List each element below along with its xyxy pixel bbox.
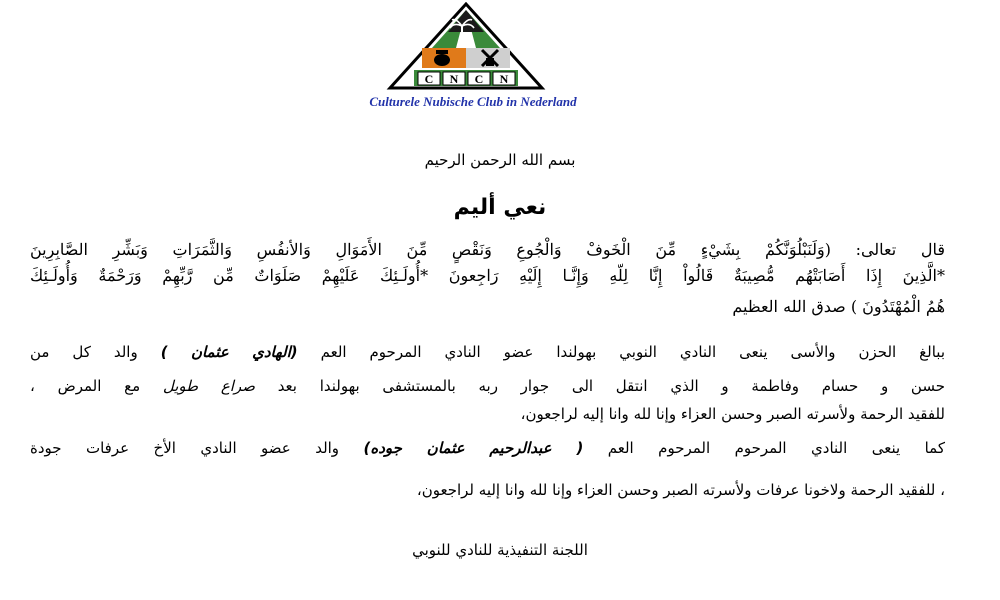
deceased-name-2: ( عبدالرحيم عثمان جوده) <box>363 439 584 457</box>
logo-letter-1: C <box>424 72 434 86</box>
signature: اللجنة التنفيذية للنادي للنوبي <box>412 541 588 559</box>
logo-letter-2: N <box>449 72 459 86</box>
paragraph1-line2 <box>30 376 945 396</box>
basmala: بسم الله الرحمن الرحيم <box>424 151 576 169</box>
p1-line2-before: حسن و حسام وفاطمة و الذي انتقل الى جوار ربه بالمستشفى بهولندا بعد <box>277 377 945 395</box>
p1-line2-after: مع المرض ، <box>30 377 141 395</box>
p1-line1-after: والد كل من <box>30 343 138 361</box>
p2-line1-before: كما ينعى النادي المرحوم المرحوم العم <box>607 439 945 457</box>
paragraph2-line1 <box>30 438 945 458</box>
logo-letter-4: N <box>499 72 509 86</box>
logo-small-text: nubia <box>459 38 473 44</box>
paragraph2-line2: ، للفقيد الرحمة ولاخونا عرفات ولأسرته الصبر وحسن العزاء وإنا لله وانا إليه لراجعون، <box>416 481 945 499</box>
verse-line-2: *الَّذِينَ إِذَا أَصَابَتْهُم مُّصِيبَةٌ قَالُواْ إِنَّا لِلّهِ وَإِنَّـا إِلَيْهِ رَاجِعونَ *أُولَـئِكَ عَلَيْهِمْ صَلَوَاتٌ مِّن رَّبِّهِمْ وَرَحْمَةٌ وَأُولَـئِكَ <box>30 266 945 285</box>
verse-line-1: قال تعالى: (وَلَنَبْلُوَنَّكُمْ بِشَيْءٍ مِّنَ الْخَوفْ وَالْجُوعِ وَنَقْصٍ مِّنَ الأَمَوَالِ وَالأنفُسِ وَالثَّمَرَاتِ وَبَشِّرِ الصَّابِرِينَ <box>30 240 945 259</box>
logo-letter-3: C <box>474 72 484 86</box>
deceased-name-1: (الهادي عثمان ) <box>160 343 298 361</box>
p1-line1-before: ببالغ الحزن والأسى ينعى النادي النوبي بهولندا عضو النادي المرحوم العم <box>320 343 945 361</box>
verse-end-text: هُمُ الْمُهْتَدُونَ ) صدق الله العظيم <box>732 297 945 316</box>
p2-line1-after: والد عضو النادي الأخ عرفات جودة <box>30 439 340 457</box>
club-name: Culturele Nubische Club in Nederland <box>369 94 577 109</box>
verse-end-line <box>30 297 945 317</box>
p1-line2-italic: صراع طويل <box>162 377 255 395</box>
paragraph1-line3: للفقيد الرحمة ولأسرته الصبر وحسن العزاء وإنا لله وانا إليه لراجعون، <box>520 405 945 423</box>
page-title: نعي أليم <box>453 195 547 220</box>
paragraph1-line1 <box>30 342 945 362</box>
